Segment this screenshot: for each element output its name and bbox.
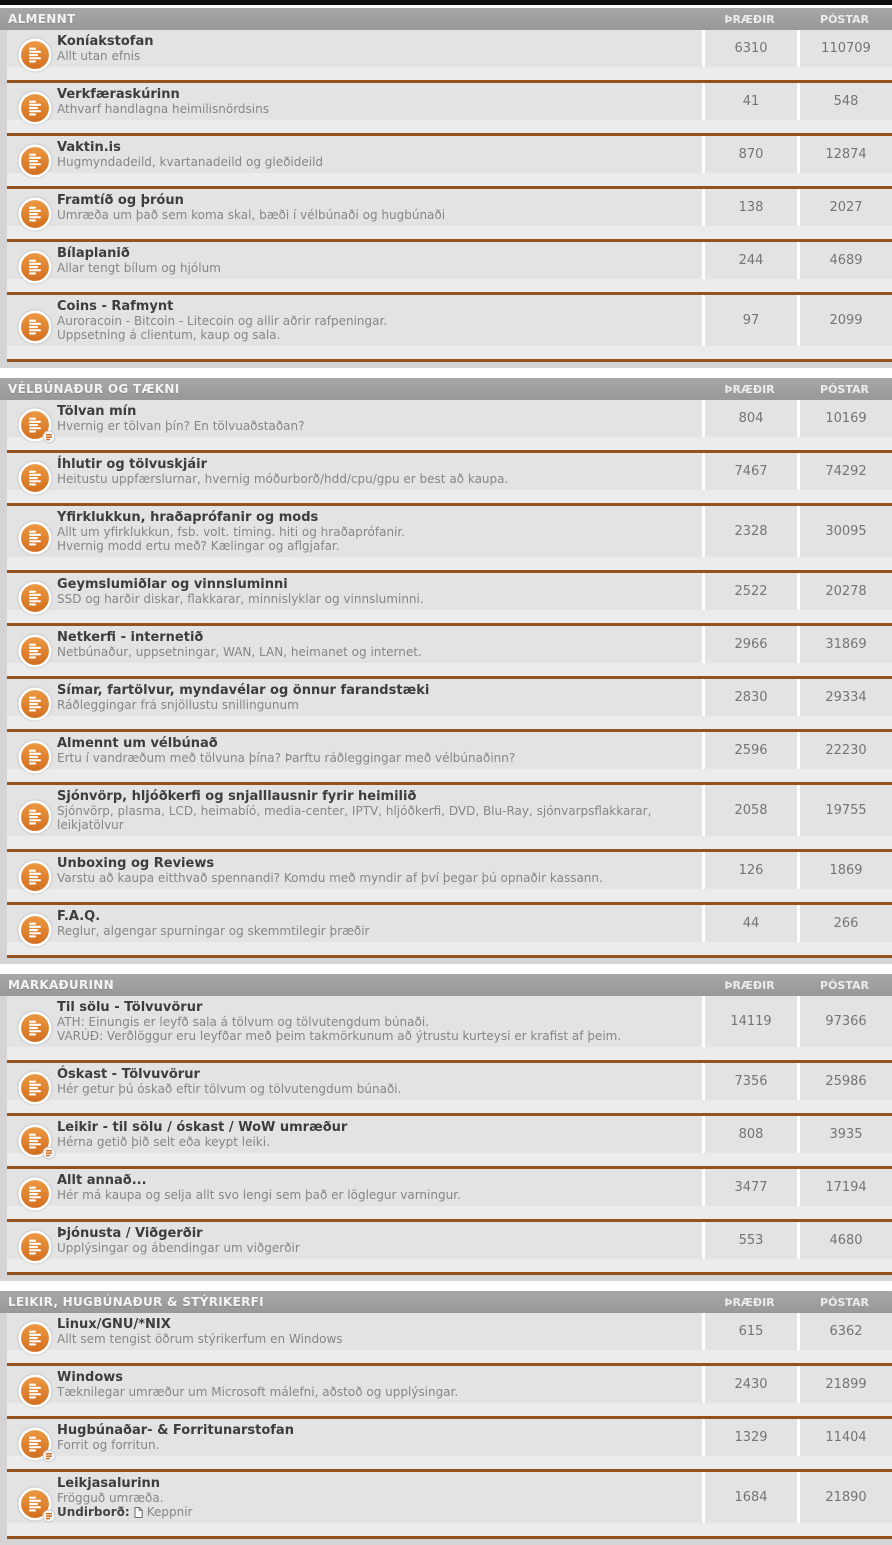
forum-row: [7, 1313, 892, 1363]
row-spacer: [7, 1047, 892, 1060]
post-count: 3935: [797, 1116, 892, 1153]
forum-description: Ertu í vandræðum með tölvuna þína? Þarftu ráðleggingar með vélbúnaðinn?: [57, 751, 516, 765]
forum-row-main: [7, 732, 892, 769]
forum-icon: [18, 38, 52, 72]
forum-description: Allt um yfirklukkun, fsb. volt. timing. hiti og hraðaprófanir.: [57, 525, 406, 539]
forum-row: [7, 905, 892, 955]
forum-row-main: [7, 626, 892, 663]
forum-icon: [18, 197, 52, 231]
forum-description: Hér má kaupa og selja allt svo lengi sem það er löglegur varningur.: [57, 1188, 461, 1202]
forum-description: Uppsetning á clientum, kaup og sala.: [57, 328, 281, 342]
forum-row: [7, 83, 892, 133]
forum-description: leikjatölvur: [57, 818, 124, 832]
row-spacer: [7, 1350, 892, 1363]
threads-column-header: ÞRÆÐIR: [724, 1295, 775, 1309]
forum-row-main: [7, 905, 892, 942]
forum-row: [7, 679, 892, 729]
thread-count: 870: [702, 136, 797, 173]
forum-row: [7, 400, 892, 450]
forum-row-main: [7, 136, 892, 173]
row-divider: [7, 359, 892, 362]
thread-count: 804: [702, 400, 797, 437]
forum-icon-with-subforum-badge: [18, 1427, 52, 1461]
forum-icon: [18, 1177, 52, 1211]
thread-count: 126: [702, 852, 797, 889]
forum-cell: [7, 1222, 702, 1259]
forum-icon: [18, 1374, 52, 1408]
forum-row-main: [7, 1116, 892, 1153]
section-title: ALMENNT: [8, 12, 76, 26]
section-body: [0, 30, 892, 368]
forum-row-main: [7, 400, 892, 437]
thread-count: 2830: [702, 679, 797, 716]
forum-row: [7, 189, 892, 239]
row-spacer: [7, 1259, 892, 1272]
forum-description: Hugmyndadeild, kvartanadeild og gleðideild: [57, 155, 324, 169]
forum-icon: [18, 1011, 52, 1045]
forum-row-main: [7, 1313, 892, 1350]
forum-icon: [18, 634, 52, 668]
forum-cell: [7, 136, 702, 173]
post-count: 1869: [797, 852, 892, 889]
forum-row: [7, 852, 892, 902]
post-count: 17194: [797, 1169, 892, 1206]
forum-description: Hér getur þú óskað eftir tölvum og tölvutengdum búnaði.: [57, 1082, 402, 1096]
forum-cell: [7, 573, 702, 610]
thread-count: 7356: [702, 1063, 797, 1100]
post-count: 21890: [797, 1472, 892, 1523]
forum-row: [7, 626, 892, 676]
posts-column-header: PÓSTAR: [820, 12, 869, 26]
thread-count: 615: [702, 1313, 797, 1350]
post-count: 29334: [797, 679, 892, 716]
forum-row-main: [7, 189, 892, 226]
row-spacer: [7, 942, 892, 955]
forum-icon: [18, 581, 52, 615]
forum-row: [7, 295, 892, 359]
section-header: [0, 8, 892, 30]
thread-count: 14119: [702, 996, 797, 1047]
thread-count: 3477: [702, 1169, 797, 1206]
forum-cell: [7, 189, 702, 226]
forum-row: [7, 242, 892, 292]
post-count: 30095: [797, 506, 892, 557]
row-spacer: [7, 663, 892, 676]
forum-cell: [7, 30, 702, 67]
thread-count: 97: [702, 295, 797, 346]
thread-count: 1329: [702, 1419, 797, 1456]
forum-description: Frögguð umræða.: [57, 1491, 164, 1505]
forum-icon: [18, 521, 52, 555]
forum-title-link[interactable]: Verkfæraskúrinn: [57, 87, 180, 102]
thread-count: 2596: [702, 732, 797, 769]
forum-title-link[interactable]: Windows: [57, 1370, 124, 1385]
forum-row: [7, 573, 892, 623]
forum-description: Athvarf handlagna heimilisnördsins: [57, 102, 269, 116]
forum-description: Allt utan efnis: [57, 49, 141, 63]
forum-title-link[interactable]: Allt annað...: [57, 1173, 147, 1188]
top-bar: [0, 0, 892, 5]
forum-title-link[interactable]: Íhlutir og tölvuskjáir: [57, 457, 207, 472]
row-spacer: [7, 67, 892, 80]
forum-title-link[interactable]: Yfirklukkun, hraðaprófanir og mods: [57, 510, 319, 525]
forum-cell: [7, 679, 702, 716]
row-spacer: [7, 120, 892, 133]
forum-row: [7, 732, 892, 782]
forum-cell: [7, 996, 702, 1047]
forum-section: [0, 8, 892, 368]
forum-icon-with-subforum-badge: [18, 408, 52, 442]
forum-description: Upplýsingar og ábendingar um viðgerðir: [57, 1241, 300, 1255]
forum-row: [7, 30, 892, 80]
forum-row-main: [7, 242, 892, 279]
forum-row-main: [7, 1366, 892, 1403]
row-spacer: [7, 173, 892, 186]
forum-icon: [18, 310, 52, 344]
forum-row-main: [7, 1472, 892, 1523]
post-count: 4680: [797, 1222, 892, 1259]
thread-count: 808: [702, 1116, 797, 1153]
row-spacer: [7, 836, 892, 849]
forum-icon: [18, 800, 52, 834]
post-count: 22230: [797, 732, 892, 769]
thread-count: 2058: [702, 785, 797, 836]
forum-title-link[interactable]: Coins - Rafmynt: [57, 299, 174, 314]
row-spacer: [7, 1100, 892, 1113]
thread-count: 138: [702, 189, 797, 226]
thread-count: 1684: [702, 1472, 797, 1523]
forum-description: Sjónvörp, plasma, LCD, heimabíó, media-center, IPTV, hljóðkerfi, DVD, Blu-Ray, sjónvarpsflakkarar,: [57, 804, 652, 818]
forum-cell: [7, 1472, 702, 1523]
forum-row: [7, 1419, 892, 1469]
forum-cell: [7, 1169, 702, 1206]
forum-icon: [18, 913, 52, 947]
section-title: MARKAÐURINN: [8, 978, 114, 992]
forum-section: [0, 378, 892, 964]
row-divider: [7, 1536, 892, 1539]
forum-cell: [7, 453, 702, 490]
forum-description: Umræða um það sem koma skal, bæði í vélbúnaði og hugbúnaði: [57, 208, 446, 222]
post-count: 6362: [797, 1313, 892, 1350]
forum-cell: [7, 852, 702, 889]
forum-title-link[interactable]: Netkerfi - internetið: [57, 630, 204, 645]
row-spacer: [7, 716, 892, 729]
forum-row: [7, 1169, 892, 1219]
forum-description: Reglur, algengar spurningar og skemmtilegir þræðir: [57, 924, 370, 938]
forum-cell: [7, 400, 702, 437]
forum-title-link[interactable]: Tölvan mín: [57, 404, 137, 419]
thread-count: 44: [702, 905, 797, 942]
section-body: [0, 996, 892, 1281]
posts-column-header: PÓSTAR: [820, 382, 869, 396]
row-spacer: [7, 279, 892, 292]
forum-description: Forrit og forritun.: [57, 1438, 160, 1452]
forum-description: Allar tengt bílum og hjólum: [57, 261, 221, 275]
forum-row-main: [7, 573, 892, 610]
forum-cell: [7, 785, 702, 836]
post-count: 548: [797, 83, 892, 120]
post-count: 20278: [797, 573, 892, 610]
subforum-row: [57, 1505, 694, 1519]
threads-column-header: ÞRÆÐIR: [724, 978, 775, 992]
forum-row: [7, 996, 892, 1060]
post-count: 11404: [797, 1419, 892, 1456]
forum-row: [7, 136, 892, 186]
forum-row-main: [7, 785, 892, 836]
row-spacer: [7, 889, 892, 902]
forum-title-link[interactable]: Til sölu - Tölvuvörur: [57, 1000, 203, 1015]
forum-index: [0, 8, 892, 1545]
section-title: VÉLBÚNAÐUR OG TÆKNI: [8, 382, 180, 396]
forum-icon: [18, 1071, 52, 1105]
forum-row-main: [7, 453, 892, 490]
forum-icon: [18, 860, 52, 894]
forum-icon: [18, 687, 52, 721]
row-spacer: [7, 1523, 892, 1536]
forum-cell: [7, 83, 702, 120]
forum-row-main: [7, 852, 892, 889]
forum-description: Varstu að kaupa eitthvað spennandi? Komdu með myndir af því þegar þú opnaðir kassann.: [57, 871, 603, 885]
forum-cell: [7, 1313, 702, 1350]
row-spacer: [7, 490, 892, 503]
forum-description: Auroracoin - Bitcoin - Litecoin og allir aðrir rafpeningar.: [57, 314, 388, 328]
thread-count: 2328: [702, 506, 797, 557]
forum-cell: [7, 732, 702, 769]
subforum-link[interactable]: Keppnir: [146, 1505, 193, 1519]
forum-row-main: [7, 1063, 892, 1100]
row-spacer: [7, 1206, 892, 1219]
forum-icon: [18, 250, 52, 284]
forum-title-link[interactable]: F.A.Q.: [57, 909, 101, 924]
forum-row-main: [7, 679, 892, 716]
row-divider: [7, 955, 892, 958]
forum-row: [7, 453, 892, 503]
post-count: 4689: [797, 242, 892, 279]
post-count: 19755: [797, 785, 892, 836]
row-spacer: [7, 346, 892, 359]
thread-count: 41: [702, 83, 797, 120]
section-header: [0, 1291, 892, 1313]
section-title: LEIKIR, HUGBÚNAÐUR & STÝRIKERFI: [8, 1295, 264, 1309]
forum-description: Hvernig er tölvan þín? En tölvuaðstaðan?: [57, 419, 305, 433]
forum-title-link[interactable]: Linux/GNU/*NIX: [57, 1317, 171, 1332]
forum-cell: [7, 295, 702, 346]
forum-title-link[interactable]: Unboxing og Reviews: [57, 856, 215, 871]
page-icon: [134, 1507, 143, 1518]
forum-section: [0, 1291, 892, 1545]
forum-row: [7, 1063, 892, 1113]
threads-column-header: ÞRÆÐIR: [724, 12, 775, 26]
forum-description: SSD og harðir diskar, flakkarar, minnislyklar og vinnsluminni.: [57, 592, 424, 606]
forum-title-link[interactable]: Leikir - til sölu / óskast / WoW umræður: [57, 1120, 348, 1135]
forum-icon: [18, 1321, 52, 1355]
forum-icon: [18, 91, 52, 125]
thread-count: 2522: [702, 573, 797, 610]
post-count: 97366: [797, 996, 892, 1047]
forum-icon: [18, 740, 52, 774]
post-count: 2099: [797, 295, 892, 346]
row-spacer: [7, 610, 892, 623]
forum-cell: [7, 1116, 702, 1153]
row-spacer: [7, 557, 892, 570]
forum-title-link[interactable]: Koníakstofan: [57, 34, 154, 49]
forum-icon: [18, 461, 52, 495]
row-spacer: [7, 226, 892, 239]
section-body: [0, 1313, 892, 1545]
forum-description: Hérna getið þið selt eða keypt leiki.: [57, 1135, 270, 1149]
thread-count: 244: [702, 242, 797, 279]
forum-description: Tæknilegar umræður um Microsoft málefni, aðstoð og upplýsingar.: [57, 1385, 459, 1399]
row-spacer: [7, 1153, 892, 1166]
section-header: [0, 974, 892, 996]
forum-description: Hvernig modd ertu með? Kælingar og aflgjafar.: [57, 539, 340, 553]
forum-row: [7, 1366, 892, 1416]
forum-title-link[interactable]: Geymslumiðlar og vinnsluminni: [57, 577, 288, 592]
forum-row-main: [7, 83, 892, 120]
forum-row-main: [7, 295, 892, 346]
forum-cell: [7, 1366, 702, 1403]
forum-section: [0, 974, 892, 1281]
forum-row: [7, 1116, 892, 1166]
posts-column-header: PÓSTAR: [820, 978, 869, 992]
forum-cell: [7, 1419, 702, 1456]
forum-title-link[interactable]: Hugbúnaðar- & Forritunarstofan: [57, 1423, 294, 1438]
forum-title-link[interactable]: Almennt um vélbúnað: [57, 736, 218, 751]
forum-row: [7, 506, 892, 570]
forum-cell: [7, 506, 702, 557]
post-count: 21899: [797, 1366, 892, 1403]
row-spacer: [7, 1403, 892, 1416]
row-spacer: [7, 1456, 892, 1469]
forum-icon: [18, 144, 52, 178]
post-count: 31869: [797, 626, 892, 663]
forum-cell: [7, 626, 702, 663]
forum-row-main: [7, 1222, 892, 1259]
forum-row: [7, 1472, 892, 1536]
post-count: 266: [797, 905, 892, 942]
forum-title-link[interactable]: Óskast - Tölvuvörur: [57, 1067, 200, 1082]
forum-title-link[interactable]: Bílaplanið: [57, 246, 130, 261]
thread-count: 2966: [702, 626, 797, 663]
threads-column-header: ÞRÆÐIR: [724, 382, 775, 396]
post-count: 74292: [797, 453, 892, 490]
post-count: 12874: [797, 136, 892, 173]
forum-title-link[interactable]: Leikjasalurinn: [57, 1476, 161, 1491]
post-count: 2027: [797, 189, 892, 226]
row-spacer: [7, 769, 892, 782]
section-body: [0, 400, 892, 964]
forum-cell: [7, 1063, 702, 1100]
forum-description: Netbúnaður, uppsetningar, WAN, LAN, heimanet og internet.: [57, 645, 422, 659]
forum-row-main: [7, 506, 892, 557]
forum-title-link[interactable]: Þjónusta / Viðgerðir: [57, 1226, 203, 1241]
forum-title-link[interactable]: Símar, fartölvur, myndavélar og önnur farandstæki: [57, 683, 430, 698]
forum-row: [7, 1222, 892, 1272]
post-count: 110709: [797, 30, 892, 67]
forum-cell: [7, 242, 702, 279]
post-count: 10169: [797, 400, 892, 437]
thread-count: 2430: [702, 1366, 797, 1403]
forum-description: Allt sem tengist öðrum stýrikerfum en Windows: [57, 1332, 343, 1346]
section-header: [0, 378, 892, 400]
row-divider: [7, 1272, 892, 1275]
forum-cell: [7, 905, 702, 942]
forum-icon-with-subforum-badge: [18, 1124, 52, 1158]
forum-description: Heitustu uppfærslurnar, hvernig móðurborð/hdd/cpu/gpu er best að kaupa.: [57, 472, 509, 486]
forum-title-link[interactable]: Framtíð og þróun: [57, 193, 184, 208]
forum-row-main: [7, 1169, 892, 1206]
forum-icon-with-subforum-badge: [18, 1487, 52, 1521]
post-count: 25986: [797, 1063, 892, 1100]
thread-count: 7467: [702, 453, 797, 490]
subforums-label: Undirborð:: [57, 1505, 130, 1519]
forum-row: [7, 785, 892, 849]
forum-row-main: [7, 30, 892, 67]
posts-column-header: PÓSTAR: [820, 1295, 869, 1309]
forum-description: Ráðleggingar frá snjöllustu snillingunum: [57, 698, 299, 712]
forum-description: VARÚÐ: Verðlöggur eru leyfðar með þeim takmörkunum að ýtrustu kurteysi er krafist af þeim.: [57, 1029, 622, 1043]
thread-count: 553: [702, 1222, 797, 1259]
forum-icon: [18, 1230, 52, 1264]
row-spacer: [7, 437, 892, 450]
forum-row-main: [7, 996, 892, 1047]
forum-row-main: [7, 1419, 892, 1456]
forum-title-link[interactable]: Sjónvörp, hljóðkerfi og snjalllausnir fyrir heimilið: [57, 789, 417, 804]
forum-description: ATH: Einungis er leyfð sala á tölvum og tölvutengdum búnaði.: [57, 1015, 430, 1029]
thread-count: 6310: [702, 30, 797, 67]
forum-title-link[interactable]: Vaktin.is: [57, 140, 121, 155]
